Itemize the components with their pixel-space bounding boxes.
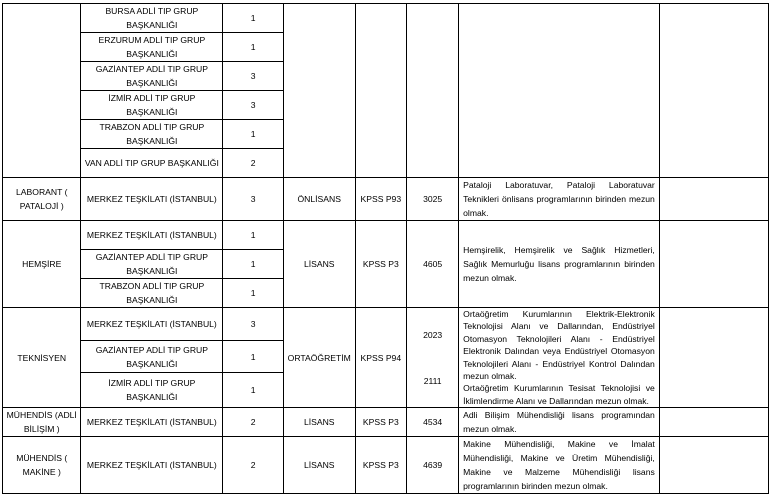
unit-cell: İZMİR ADLİ TIP GRUP BAŞKANLIĞI: [81, 91, 223, 120]
unit-cell: TRABZON ADLİ TIP GRUP BAŞKANLIĞI: [81, 120, 223, 149]
kpss-cell: KPSS P93: [355, 178, 407, 221]
position-title: LABORANT ( PATALOJİ ): [3, 178, 81, 221]
table-row-laborant: [3, 178, 769, 221]
requirement-cell: Makine Mühendisliği, Makine ve İmalat Mühendisliği, Makine ve Üretim Mühendisliği, Makine ve Malzeme Mühendisliği lisans programlarının birinden mezun olmak.: [459, 437, 660, 494]
requirement-cell-empty: [459, 4, 660, 178]
position-title: HEMŞİRE: [3, 221, 81, 308]
table-row-teknisyen: [3, 308, 769, 341]
count-cell: 1: [223, 372, 284, 408]
position-title: MÜHENDİS (ADLİ BİLİŞİM ): [3, 408, 81, 437]
requirement-cell: Hemşirelik, Hemşirelik ve Sağlık Hizmetleri, Sağlık Memurluğu lisans programlarının birinden mezun olmak.: [459, 221, 660, 308]
table-row-hemsire: [3, 221, 769, 250]
unit-cell: GAZİANTEP ADLİ TIP GRUP BAŞKANLIĞI: [81, 250, 223, 279]
count-cell: 1: [223, 279, 284, 308]
unit-cell: GAZİANTEP ADLİ TIP GRUP BAŞKANLIĞI: [81, 62, 223, 91]
count-cell: 3: [223, 91, 284, 120]
unit-cell: TRABZON ADLİ TIP GRUP BAŞKANLIĞI: [81, 279, 223, 308]
unit-cell: MERKEZ TEŞKİLATI (İSTANBUL): [81, 408, 223, 437]
notes-cell: [659, 408, 768, 437]
notes-cell: [659, 437, 768, 494]
kpss-cell: KPSS P3: [355, 221, 407, 308]
unit-cell: GAZİANTEP ADLİ TIP GRUP BAŞKANLIĞI: [81, 341, 223, 372]
unit-cell: ERZURUM ADLİ TIP GRUP BAŞKANLIĞI: [81, 33, 223, 62]
notes-cell-empty: [659, 4, 768, 178]
count-cell: 1: [223, 250, 284, 279]
count-cell: 1: [223, 221, 284, 250]
positions-table: [2, 3, 769, 494]
code-1: 2023: [423, 329, 443, 340]
unit-cell: VAN ADLİ TIP GRUP BAŞKANLIĞI: [81, 149, 223, 178]
count-cell: 2: [223, 408, 284, 437]
notes-cell: [659, 178, 768, 221]
unit-cell: MERKEZ TEŞKİLATI (İSTANBUL): [81, 437, 223, 494]
notes-cell: [659, 221, 768, 308]
count-cell: 1: [223, 33, 284, 62]
requirement-1: Ortaöğretim Kurumlarının Elektrik-Elektronik Teknolojisi Alanı ve Dallarından, Endüstriyel Otomasyon Teknolojileri Alanı - Endüstriyel Elektronik Dalından veya Endüstriyel Otomasyon Teknolojileri Alanı - Endüstriyel Kontrol Dalından mezun olmak.: [463, 309, 655, 382]
table-row-muhendis-makine: [3, 437, 769, 494]
count-cell: 3: [223, 178, 284, 221]
position-title: TEKNİSYEN: [3, 308, 81, 408]
requirement-cell: Adli Bilişim Mühendisliği lisans programından mezun olmak.: [459, 408, 660, 437]
count-cell: 1: [223, 341, 284, 372]
count-cell: 2: [223, 149, 284, 178]
code-2: 2111: [423, 375, 442, 386]
unit-cell: MERKEZ TEŞKİLATI (İSTANBUL): [81, 178, 223, 221]
requirement-cell: [459, 308, 660, 408]
code-cell: 4639: [407, 437, 459, 494]
code-cell-empty: [407, 4, 459, 178]
notes-cell: [659, 308, 768, 408]
title-cell-empty: [3, 4, 81, 178]
kpss-cell: KPSS P94: [355, 308, 407, 408]
requirement-2: Ortaöğretim Kurumlarının Tesisat Teknolojisi ve İklimlendirme Alanı ve Dallarından mezun olmak.: [463, 383, 655, 406]
code-cell: 4534: [407, 408, 459, 437]
education-cell: LİSANS: [283, 221, 355, 308]
count-cell: 3: [223, 62, 284, 91]
count-cell: 1: [223, 120, 284, 149]
code-cell: 3025: [407, 178, 459, 221]
kpss-cell: KPSS P3: [355, 408, 407, 437]
education-cell: ORTAÖĞRETİM: [283, 308, 355, 408]
code-cell: 4605: [407, 221, 459, 308]
table-row-muhendis-bilisim: [3, 408, 769, 437]
education-cell: ÖNLİSANS: [283, 178, 355, 221]
count-cell: 3: [223, 308, 284, 341]
unit-cell: MERKEZ TEŞKİLATI (İSTANBUL): [81, 221, 223, 250]
count-cell: 2: [223, 437, 284, 494]
requirement-cell: Pataloji Laboratuvar, Pataloji Laboratuvar Teknikleri önlisans programlarının birinden mezun olmak.: [459, 178, 660, 221]
education-cell: LİSANS: [283, 437, 355, 494]
table-row: [3, 4, 769, 33]
kpss-cell-empty: [355, 4, 407, 178]
unit-cell: MERKEZ TEŞKİLATI (İSTANBUL): [81, 308, 223, 341]
education-cell: LİSANS: [283, 408, 355, 437]
unit-cell: İZMİR ADLİ TIP GRUP BAŞKANLIĞI: [81, 372, 223, 408]
count-cell: 1: [223, 4, 284, 33]
kpss-cell: KPSS P3: [355, 437, 407, 494]
code-cell: [407, 308, 459, 408]
unit-cell: BURSA ADLİ TIP GRUP BAŞKANLIĞI: [81, 4, 223, 33]
position-title: MÜHENDİS ( MAKİNE ): [3, 437, 81, 494]
education-cell-empty: [283, 4, 355, 178]
